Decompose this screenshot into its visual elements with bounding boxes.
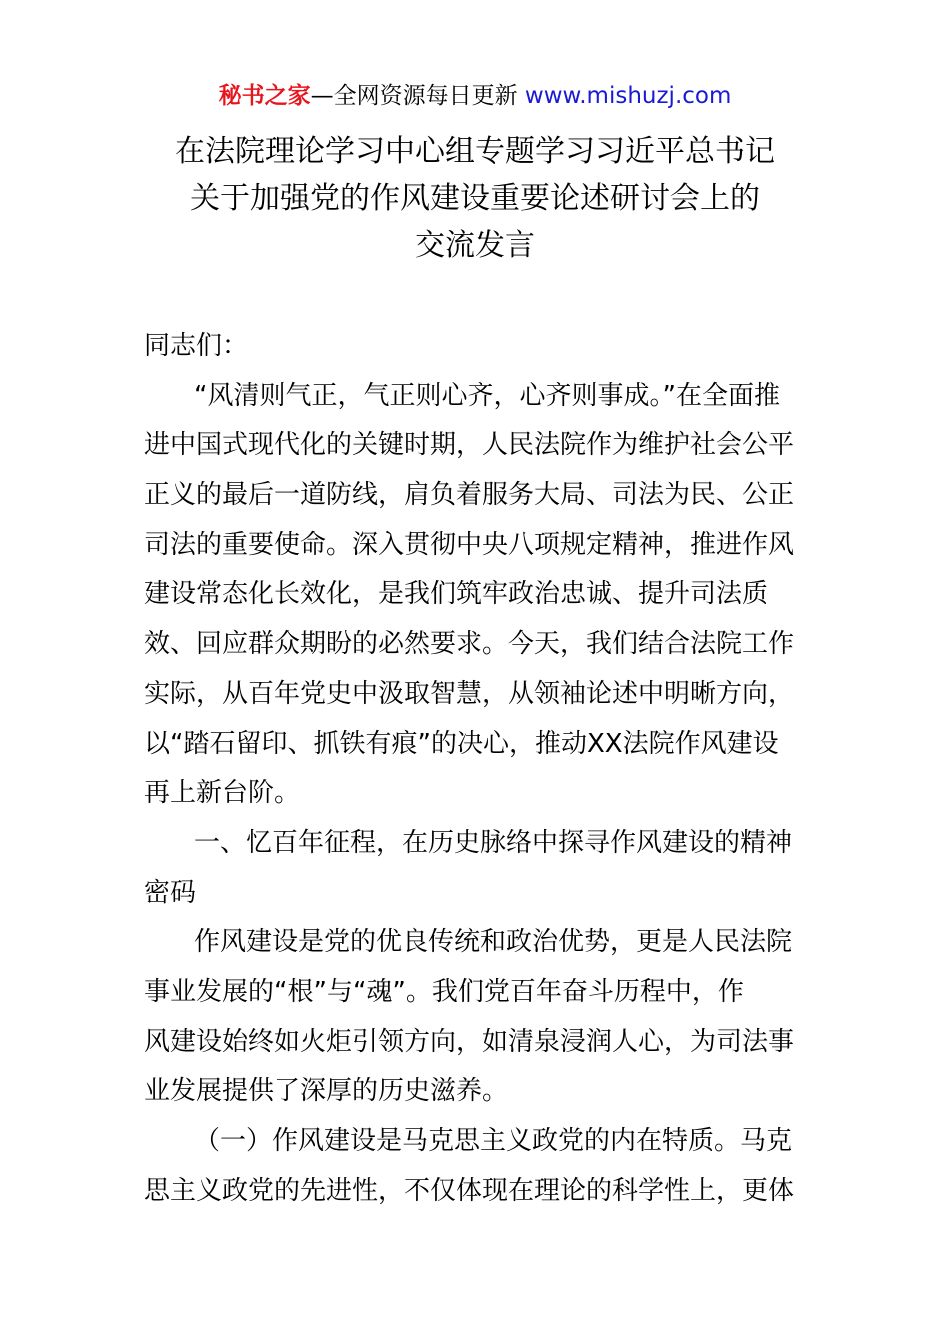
- body-line: 以“踏石留印、抓铁有痕”的决心，推动XX法院作风建设: [144, 728, 779, 759]
- document-body: [144, 322, 808, 1216]
- title-line-2: 关于加强党的作风建设重要论述研讨会上的: [190, 181, 760, 216]
- watermark-header: [0, 80, 950, 112]
- section-heading: 一、忆百年征程，在历史脉络中探寻作风建设的精神: [194, 827, 793, 858]
- salutation: 同志们：: [144, 331, 249, 361]
- body-line: 再上新台阶。: [144, 778, 301, 809]
- body-line: 司法的重要使命。深入贯彻中央八项规定精神，推进作风: [144, 529, 795, 560]
- watermark-tagline: —全网资源每日更新: [310, 83, 518, 109]
- body-line: 效、回应群众期盼的必然要求。今天，我们结合法院工作: [144, 629, 795, 660]
- body-line: 建设常态化长效化，是我们筑牢政治忠诚、提升司法质: [144, 579, 769, 610]
- watermark-brand: 秘书之家: [218, 83, 311, 109]
- body-line: 事业发展的“根”与“魂”。我们党百年奋斗历程中，作: [144, 976, 744, 1007]
- body-line: 业发展提供了深厚的历史滋养。: [144, 1076, 509, 1107]
- subsection-heading: （一）作风建设是马克思主义政党的内在特质。马克: [194, 1126, 793, 1156]
- title-line-3: 交流发言: [415, 228, 535, 263]
- body-line: 正义的最后一道防线，肩负着服务大局、司法为民、公正: [144, 480, 795, 511]
- body-line: 进中国式现代化的关键时期，人民法院作为维护社会公平: [144, 430, 795, 461]
- body-line: “风清则气正，气正则心齐，心齐则事成。”在全面推: [194, 380, 780, 411]
- section-heading-cont: 密码: [144, 877, 197, 908]
- body-line: 风建设始终如火炬引领方向，如清泉浸润人心，为司法事: [144, 1026, 795, 1057]
- body-line: 作风建设是党的优良传统和政治优势，更是人民法院: [194, 927, 793, 958]
- watermark-url[interactable]: www.mishuzj.com: [524, 83, 732, 109]
- title-line-1: 在法院理论学习中心组专题学习习近平总书记: [175, 134, 775, 169]
- document-title: [0, 128, 950, 269]
- body-line: 实际，从百年党史中汲取智慧，从领袖论述中明晰方向，: [144, 678, 795, 709]
- body-line: 思主义政党的先进性，不仅体现在理论的科学性上，更体: [144, 1175, 795, 1206]
